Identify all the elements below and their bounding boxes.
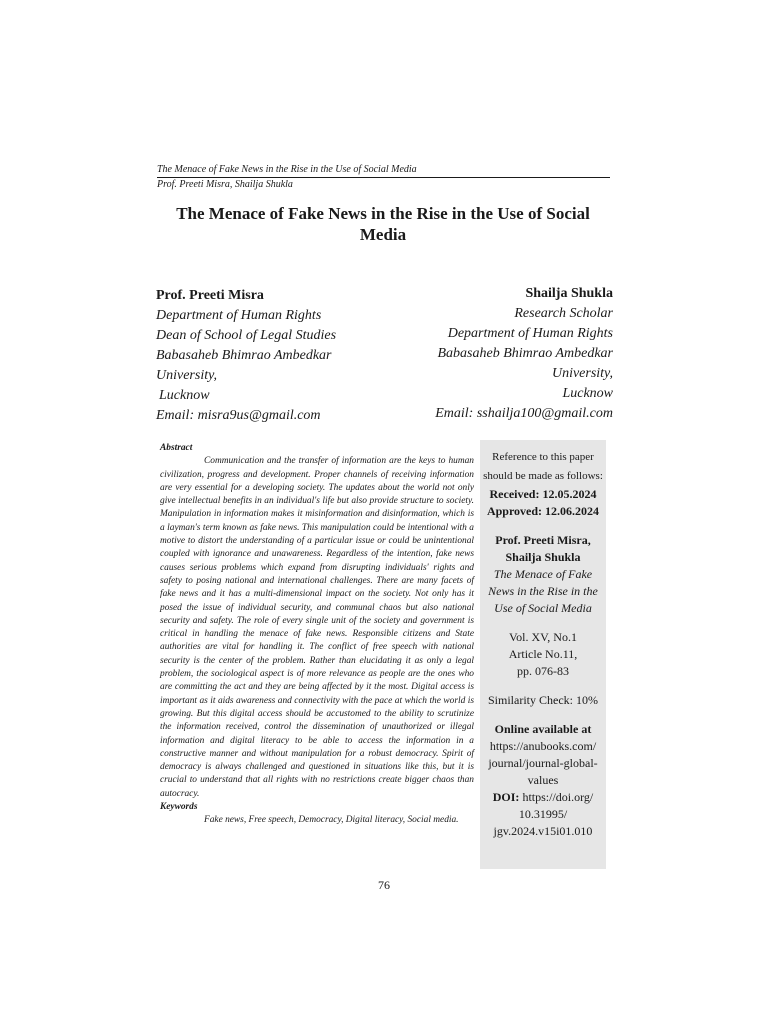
paper-title: The Menace of Fake News in the Rise in the Use of Social Media — [176, 204, 590, 244]
doi-label: DOI: — [492, 790, 520, 804]
running-head — [157, 164, 610, 191]
author-email: Email: sshailja100@gmail.com — [435, 406, 613, 421]
author-affiliation-line: Department of Human Rights — [447, 326, 613, 341]
online-url[interactable]: https://anubooks.com/ journal/journal-global-values — [488, 739, 598, 787]
author-affiliation-line: Research Scholar — [514, 306, 613, 321]
author-name: Prof. Preeti Misra — [156, 288, 264, 303]
citation-pages: pp. 076-83 — [517, 664, 569, 678]
abstract-heading: Abstract — [160, 443, 193, 453]
author-email: Email: misra9us@gmail.com — [156, 408, 321, 423]
abstract-section — [160, 442, 474, 828]
similarity-check: Similarity Check: 10% — [488, 693, 598, 707]
keywords-heading: Keywords — [160, 802, 198, 813]
approved-date: Approved: 12.06.2024 — [486, 504, 600, 518]
citation-sidebar — [480, 440, 606, 869]
reference-note: Reference to this paper should be made as follows: — [483, 451, 603, 482]
running-head-authors: Prof. Preeti Misra, Shailja Shukla — [157, 179, 293, 190]
author-affiliation-line: Lucknow — [562, 386, 613, 401]
abstract-text: Communication and the transfer of information are the keys to human civilization, progress and development. Proper channels of receiving information are very essential for a developing society. The updates about the world not only give intellectual benefits in an individual's life but also provide structure to society. Manipulation in information makes it misinformation and disinformation, which is a layman's term known as fake news. This manipulation could be intentional with a motive to distort the understanding of a particular issue or could be unintentional coupled with ignorance and unawareness. Regardless of the intention, fake news causes serious problems which expand from disrupting individuals' rights and safety to posing national and international challenges. There are many facets of fake news and it has a multi-dimensional impact on the society. Not only has it posed the issue of individual security, and communal chaos but also national security and safety. The role of every single unit of the society and government is critical in handling the menace of fake news. Responsible citizens and State authorities are vital for handling it. The conflict of free speech with national security is the center of the problem. Rather than elucidating it as only a legal problem, the sociological aspect is of more relevance as people are the ones who are committing the act and they are being affected by it the most. Digital access is important as it aids awareness and connectivity with the pace at which the world is growing. But this digital access should be accustomed to the ability to scrutinize the information received, control the dissemination of unauthorized or illegal information and digital literacy to be able to access the information in a constructive manner and without manipulation for a robust democracy. Spirit of democracy is always challenged and questioned in situations like this, but it is crucial to understand that all rights with no restrictions create bigger chaos than autocracy. — [160, 456, 474, 799]
doi-link[interactable]: https://doi.org/ 10.31995/ jgv.2024.v15i01.010 — [493, 790, 594, 838]
author-affiliation-line: Babasaheb Bhimrao Ambedkar University, — [437, 346, 613, 381]
author-name: Shailja Shukla — [525, 286, 613, 301]
author-affiliation-line: Department of Human Rights — [156, 308, 322, 323]
keywords-text: Fake news, Free speech, Democracy, Digital literacy, Social media. — [204, 815, 459, 826]
author-block-left — [156, 286, 396, 426]
received-date: Received: 12.05.2024 — [489, 487, 597, 501]
online-label: Online available at — [494, 722, 592, 736]
author-block-right — [385, 284, 613, 424]
citation-article: Article No.11, — [508, 647, 578, 661]
citation-authors: Prof. Preeti Misra, Shailja Shukla — [495, 533, 591, 564]
author-affiliation-line: Lucknow — [159, 388, 210, 403]
running-head-title: The Menace of Fake News in the Rise in the Use of Social Media — [157, 164, 610, 178]
author-affiliation-line: Dean of School of Legal Studies — [156, 328, 337, 343]
citation-title: The Menace of Fake News in the Rise in the Use of Social Media — [488, 567, 598, 615]
page-number: 76 — [378, 878, 390, 892]
author-affiliation-line: Babasaheb Bhimrao Ambedkar University, — [156, 348, 332, 383]
citation-volume: Vol. XV, No.1 — [509, 630, 577, 644]
